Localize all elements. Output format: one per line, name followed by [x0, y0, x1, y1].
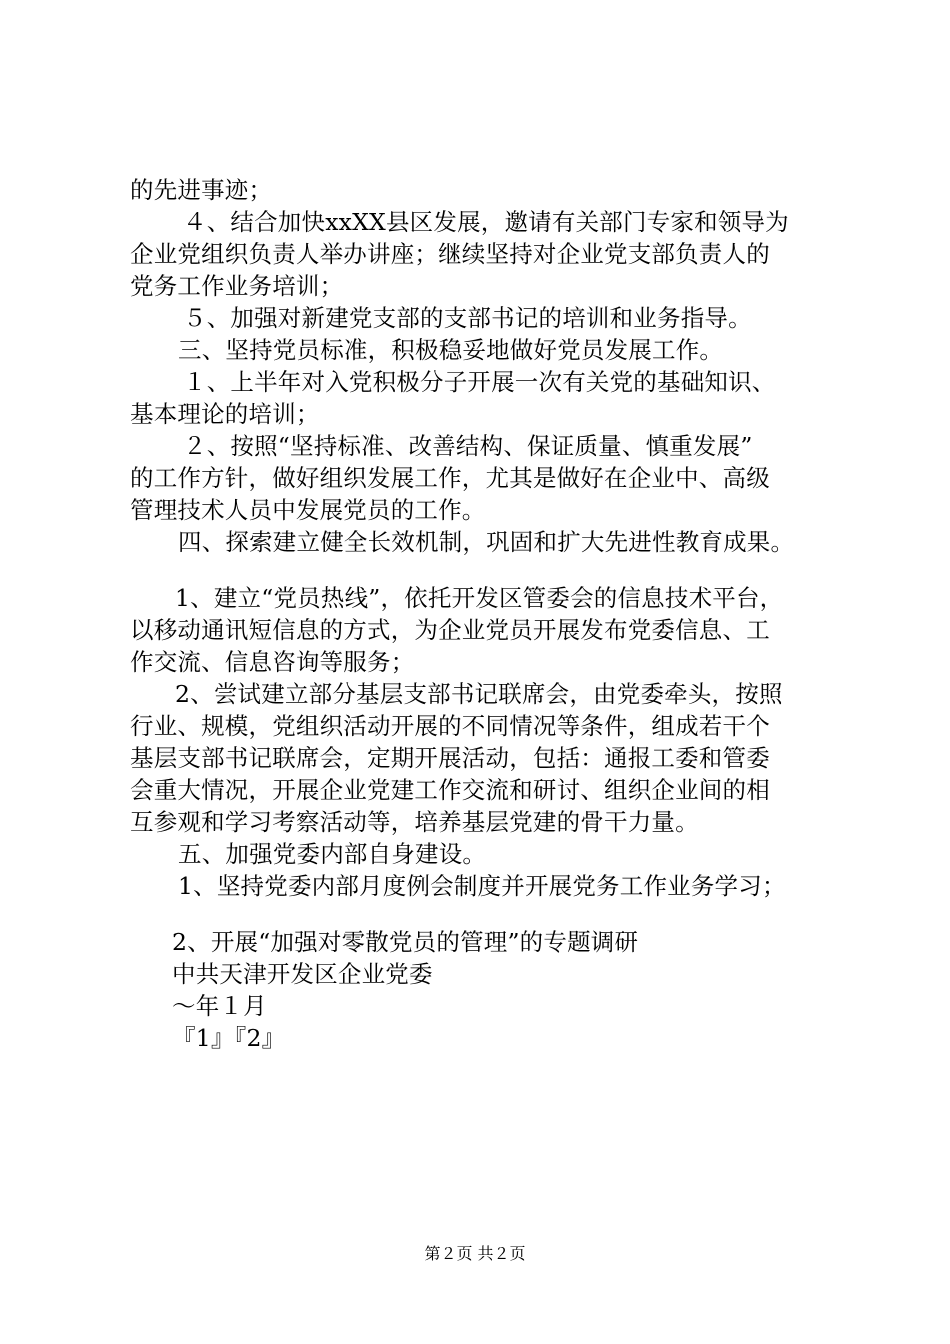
- body-line-11: 管理技术人员中发展党员的工作。: [130, 496, 486, 524]
- body-line-23: 2、开展“加强对零散党员的管理”的专题调研: [172, 928, 639, 956]
- attachment-markers: 『1』『2』: [172, 1024, 286, 1052]
- section-heading-5: 五、加强党委内部自身建设。: [178, 840, 487, 868]
- body-line-14: 以移动通讯短信息的方式，为企业党员开展发布党委信息、工: [130, 616, 770, 644]
- body-line-2: ４、结合加快xxXX县区发展，邀请有关部门专家和领导为: [183, 208, 789, 236]
- signature-organization: 中共天津开发区企业党委: [172, 960, 433, 988]
- body-line-7: １、上半年对入党积极分子开展一次有关党的基础知识、: [183, 368, 776, 396]
- body-line-13: 1、建立“党员热线”，依托开发区管委会的信息技术平台，: [175, 584, 784, 612]
- body-line-15: 作交流、信息咨询等服务；: [130, 648, 415, 676]
- body-line-17: 行业、规模，党组织活动开展的不同情况等条件，组成若干个: [130, 712, 770, 740]
- body-line-22: 1、坚持党委内部月度例会制度并开展党务工作业务学习；: [178, 872, 786, 900]
- body-line-10: 的工作方针，做好组织发展工作，尤其是做好在企业中、高级: [130, 464, 770, 492]
- body-line-16: 2、尝试建立部分基层支部书记联席会，由党委牵头，按照: [175, 680, 783, 708]
- body-line-1: 的先进事迹；: [130, 176, 273, 204]
- section-heading-3: 三、坚持党员标准，积极稳妥地做好党员发展工作。: [178, 336, 724, 364]
- body-line-20: 互参观和学习考察活动等，培养基层党建的骨干力量。: [130, 808, 699, 836]
- body-line-4: 党务工作业务培训；: [130, 272, 344, 300]
- signature-date: ～年１月: [172, 992, 267, 1020]
- page-footer: 第２页 共２页: [424, 1244, 526, 1263]
- body-line-3: 企业党组织负责人举办讲座；继续坚持对企业党支部负责人的: [130, 240, 770, 268]
- section-heading-4: 四、探索建立健全长效机制，巩固和扩大先进性教育成果。: [178, 528, 795, 556]
- body-line-19: 会重大情况，开展企业党建工作交流和研讨、组织企业间的相: [130, 776, 770, 804]
- body-line-5: ５、加强对新建党支部的支部书记的培训和业务指导。: [183, 304, 752, 332]
- body-line-18: 基层支部书记联席会，定期开展活动，包括：通报工委和管委: [130, 744, 770, 772]
- body-line-9: ２、按照“坚持标准、改善结构、保证质量、慎重发展”: [183, 432, 753, 460]
- body-line-8: 基本理论的培训；: [130, 400, 320, 428]
